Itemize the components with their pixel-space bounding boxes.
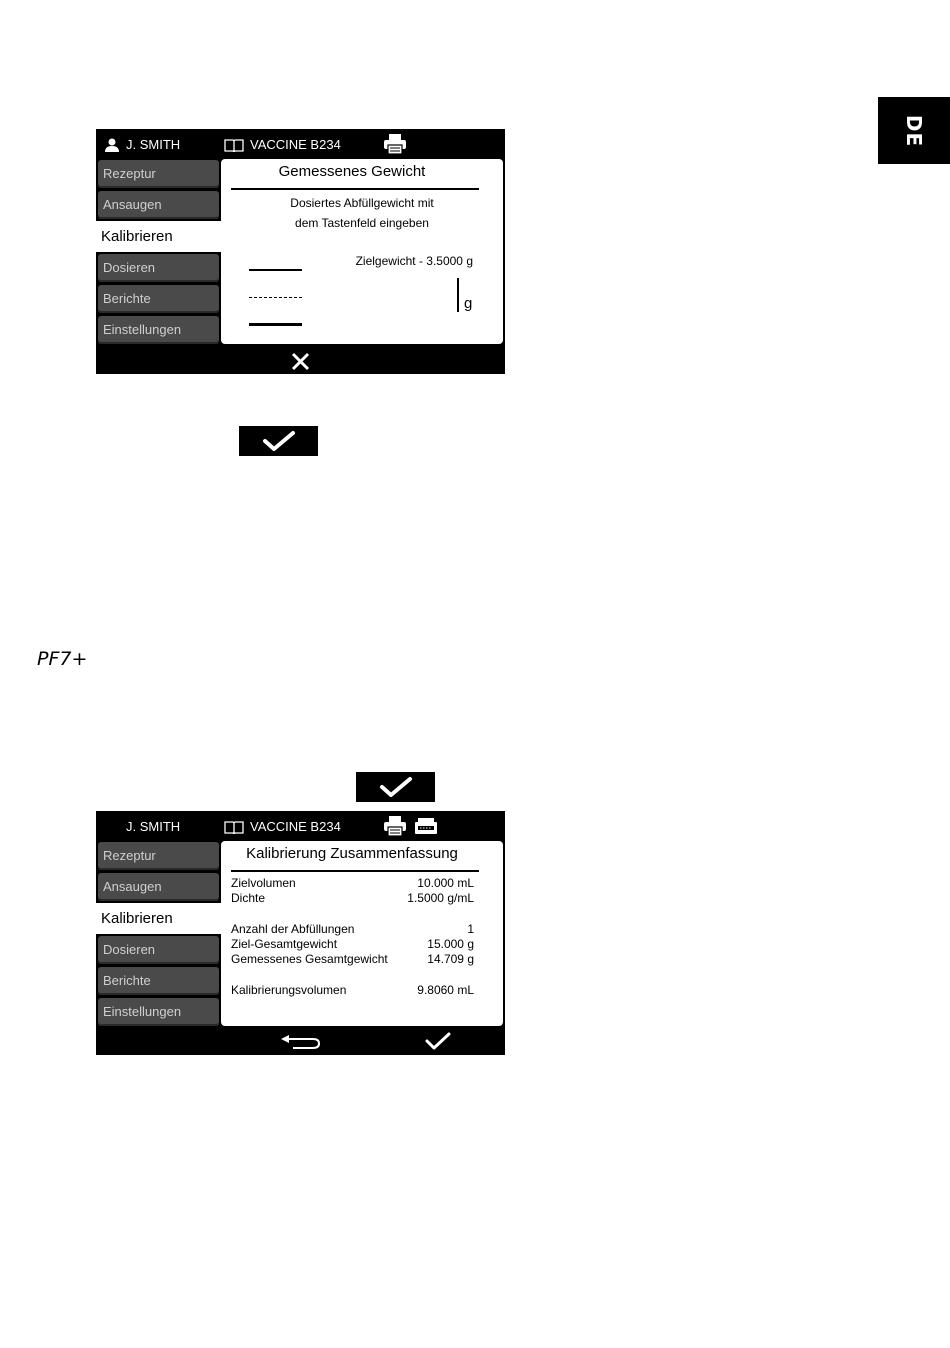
brand-logo: PF7+ (37, 648, 88, 670)
row-label: Anzahl der Abfüllungen (231, 922, 355, 936)
sidebar-item-berichte[interactable]: Berichte (98, 967, 219, 995)
book-icon (224, 820, 244, 834)
recipe-name: VACCINE B234 (250, 137, 341, 152)
summary-row (231, 922, 474, 937)
printer-icon[interactable] (383, 815, 407, 837)
sidebar-item-dosieren[interactable]: Dosieren (98, 254, 219, 282)
top-bar (96, 811, 505, 841)
bottom-bar (96, 344, 505, 374)
panel-title: Gemessenes Gewicht (278, 163, 426, 180)
row-value: 14.709 g (427, 952, 474, 966)
text-cursor (457, 278, 459, 312)
row-label: Dichte (231, 891, 266, 905)
target-weight: Zielgewicht - 3.5000 g (355, 254, 473, 268)
sidebar-item-ansaugen[interactable]: Ansaugen (98, 191, 219, 219)
sidebar-item-kalibrieren[interactable]: Kalibrieren (96, 221, 221, 252)
calibration-summary-panel (221, 841, 503, 1026)
language-tab (878, 97, 950, 164)
user-indicator (126, 819, 180, 834)
weight-entry-field[interactable] (249, 297, 302, 298)
language-tab-label: DE (901, 114, 926, 147)
check-icon[interactable] (424, 1031, 452, 1051)
row-label: Zielvolumen (231, 876, 296, 890)
summary-row (231, 983, 474, 998)
sidebar-item-einstellungen[interactable]: Einstellungen (98, 998, 219, 1026)
confirm-button[interactable] (239, 426, 318, 456)
user-name: J. SMITH (126, 819, 181, 834)
entry-line-bottom (249, 323, 302, 326)
title-divider (231, 188, 479, 190)
row-value: 15.000 g (427, 937, 474, 951)
instruction-line-1: Dosiertes Abfüllgewicht mit (290, 196, 434, 210)
check-icon (379, 776, 413, 798)
weight-unit: g (464, 295, 473, 312)
sidebar-item-einstellungen[interactable]: Einstellungen (98, 316, 219, 344)
check-icon (262, 430, 296, 452)
instruction-text (221, 193, 503, 233)
row-label: Kalibrierungsvolumen (231, 983, 347, 997)
screen-calibration-summary (96, 811, 505, 1055)
row-value: 9.8060 mL (417, 983, 474, 997)
sidebar-item-ansaugen[interactable]: Ansaugen (98, 873, 219, 901)
row-value: 1 (467, 922, 474, 936)
summary-row (231, 876, 474, 891)
sidebar-item-dosieren[interactable]: Dosieren (98, 936, 219, 964)
confirm-button-2[interactable] (356, 772, 435, 802)
measured-weight-panel (221, 159, 503, 344)
summary-row (231, 952, 474, 967)
row-label: Ziel-Gesamtgewicht (231, 937, 338, 951)
summary-row (231, 891, 474, 906)
user-indicator (104, 137, 180, 152)
panel-title: Kalibrierung Zusammenfassung (246, 845, 458, 862)
row-value: 1.5000 g/mL (407, 891, 474, 905)
bottom-bar (96, 1026, 505, 1055)
printer-icon[interactable] (383, 133, 407, 155)
book-icon (224, 138, 244, 152)
sidebar-item-rezeptur[interactable]: Rezeptur (98, 842, 219, 870)
top-bar (96, 129, 505, 159)
summary-row (231, 937, 474, 952)
screen-measured-weight (96, 129, 505, 374)
close-icon[interactable] (291, 352, 310, 371)
entry-line-top (249, 269, 302, 271)
row-label: Gemessenes Gesamtgewicht (231, 952, 388, 966)
sidebar-item-berichte[interactable]: Berichte (98, 285, 219, 313)
sidebar-item-rezeptur[interactable]: Rezeptur (98, 160, 219, 188)
label-printer-icon[interactable] (414, 817, 438, 835)
user-name: J. SMITH (126, 137, 181, 152)
recipe-indicator (224, 819, 341, 834)
title-divider (231, 870, 479, 872)
user-icon (104, 138, 120, 152)
sidebar-item-kalibrieren[interactable]: Kalibrieren (96, 903, 221, 934)
recipe-name: VACCINE B234 (250, 819, 341, 834)
recipe-indicator (224, 137, 341, 152)
back-arrow-icon[interactable] (279, 1034, 323, 1050)
row-value: 10.000 mL (417, 876, 474, 890)
instruction-line-2: dem Tastenfeld eingeben (295, 216, 429, 230)
